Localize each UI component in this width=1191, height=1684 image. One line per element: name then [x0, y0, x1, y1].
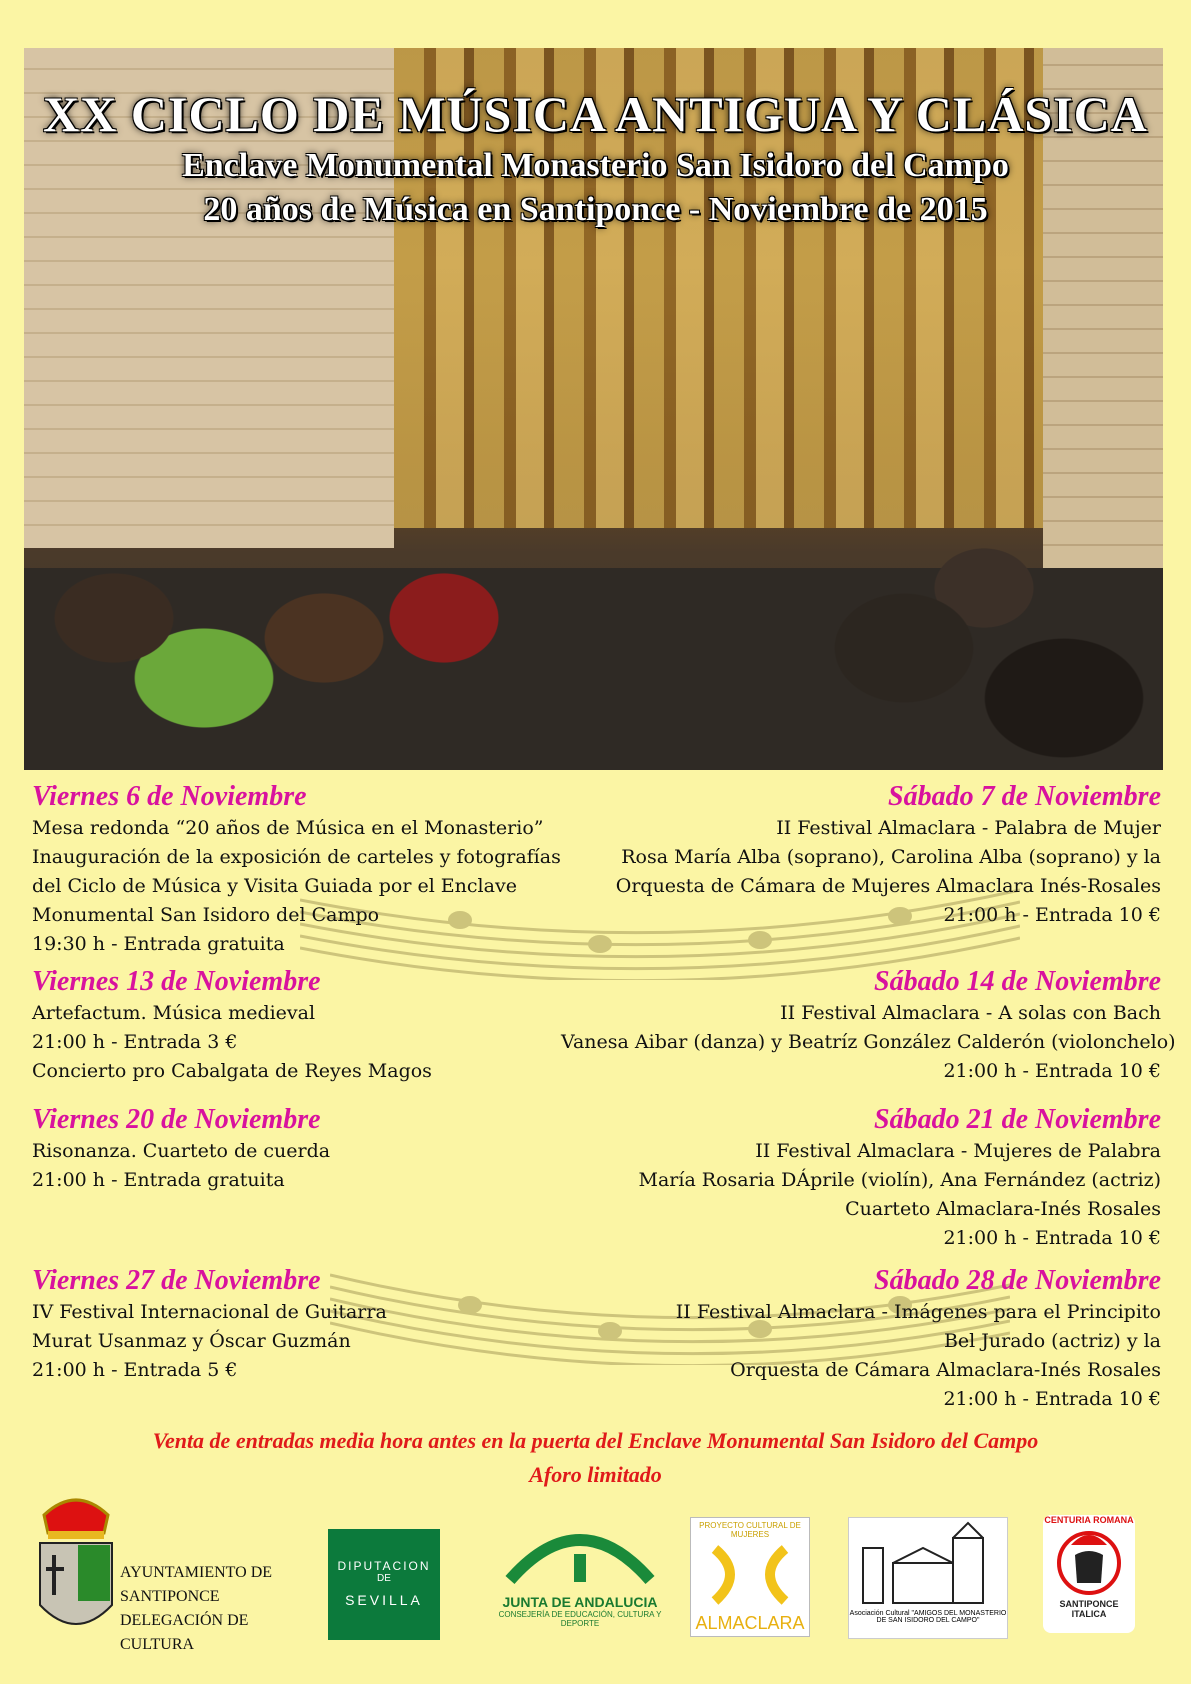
junta-name: JUNTA DE ANDALUCIA [502, 1594, 658, 1610]
audience [24, 528, 1163, 770]
diputacion-text: DIPUTACION [337, 1559, 431, 1573]
event-fri-20 [32, 1103, 592, 1195]
event-line: 21:00 h - Entrada 3 € [32, 1031, 238, 1053]
event-sat-28 [561, 1264, 1161, 1414]
diputacion-sevilla-logo [328, 1529, 440, 1640]
event-line: Orquesta de Cámara Almaclara-Inés Rosales [730, 1359, 1161, 1381]
poster-tagline: 20 años de Música en Santiponce - Noviembre de 2015 [203, 191, 988, 228]
event-date: Viernes 13 de Noviembre [32, 966, 321, 997]
event-line: II Festival Almaclara - Mujeres de Palabra [755, 1140, 1161, 1162]
event-line: 21:00 h - Entrada 10 € [943, 1388, 1161, 1410]
event-line: Cuarteto Almaclara-Inés Rosales [845, 1198, 1161, 1220]
event-line: Concierto pro Cabalgata de Reyes Magos [32, 1060, 432, 1082]
delegacion-name: DELEGACIÓN DE CULTURA [120, 1612, 249, 1653]
centuria-santiponce: SANTIPONCE [1059, 1599, 1119, 1609]
event-line: II Festival Almaclara - Imágenes para el Principito [675, 1301, 1161, 1323]
event-date: Viernes 27 de Noviembre [32, 1265, 321, 1296]
event-line: Artefactum. Música medieval [32, 1002, 316, 1024]
event-line: 21:00 h - Entrada 10 € [943, 1060, 1161, 1082]
event-sat-7 [561, 780, 1161, 930]
event-line: Rosa María Alba (soprano), Carolina Alba (soprano) y la [621, 846, 1161, 868]
event-line: Risonanza. Cuarteto de cuerda [32, 1140, 331, 1162]
ayuntamiento-name: AYUNTAMIENTO DE SANTIPONCE [120, 1564, 273, 1605]
centuria-italica: ITALICA [1071, 1609, 1107, 1619]
junta-andalucia-logo [480, 1520, 680, 1645]
ayuntamiento-logo [34, 1485, 294, 1653]
event-sat-14 [561, 965, 1176, 1086]
event-fri-27 [32, 1264, 592, 1385]
poster-subtitle: Enclave Monumental Monasterio San Isidoro del Campo [182, 147, 1009, 184]
event-line: Monumental San Isidoro del Campo [32, 904, 380, 926]
event-line: María Rosaria DÁprile (violín), Ana Fernández (actriz) [638, 1169, 1161, 1191]
event-line: 21:00 h - Entrada 10 € [943, 1227, 1161, 1249]
event-sat-21 [561, 1103, 1161, 1253]
almaclara-logo [690, 1517, 810, 1637]
event-date: Sábado 14 de Noviembre [874, 966, 1161, 997]
event-line: Inauguración de la exposición de carteles y fotografías [32, 846, 561, 868]
event-line: IV Festival Internacional de Guitarra [32, 1301, 387, 1323]
event-date: Sábado 7 de Noviembre [888, 781, 1161, 812]
header [0, 84, 1191, 232]
junta-consejeria: CONSEJERÍA DE EDUCACIÓN, CULTURA Y DEPORTE [498, 1610, 662, 1628]
diputacion-sevilla: SEVILLA [345, 1592, 423, 1608]
roman-helmet-icon [1049, 1525, 1129, 1595]
diputacion-de: DE [377, 1573, 391, 1584]
event-line: Bel Jurado (actriz) y la [943, 1330, 1161, 1352]
event-line: Vanesa Aibar (danza) y Beatríz González Calderón (violonchelo) [561, 1031, 1176, 1053]
event-fri-13 [32, 965, 592, 1086]
almaclara-tagline: PROYECTO CULTURAL DE MUJERES [699, 1521, 801, 1539]
centuria-romana-logo [1043, 1515, 1135, 1633]
event-line: del Ciclo de Música y Visita Guiada por el Enclave [32, 875, 517, 897]
event-line: Murat Usanmaz y Óscar Guzmán [32, 1330, 351, 1352]
event-line: Mesa redonda “20 años de Música en el Monasterio” [32, 817, 544, 839]
event-line: II Festival Almaclara - Palabra de Mujer [776, 817, 1161, 839]
event-line: 19:30 h - Entrada gratuita [32, 933, 285, 955]
event-line: 21:00 h - Entrada gratuita [32, 1169, 285, 1191]
centuria-title: CENTURIA ROMANA [1044, 1515, 1134, 1525]
event-date: Viernes 6 de Noviembre [32, 781, 307, 812]
poster-title: XX CICLO DE MÚSICA ANTIGUA Y CLÁSICA [43, 86, 1148, 142]
santiponce-coat-of-arms-icon [34, 1485, 118, 1645]
event-date: Sábado 28 de Noviembre [874, 1265, 1161, 1296]
event-line: Orquesta de Cámara de Mujeres Almaclara Inés-Rosales [615, 875, 1161, 897]
almaclara-symbol-icon [705, 1539, 795, 1609]
event-date: Sábado 21 de Noviembre [874, 1104, 1161, 1135]
event-line: 21:00 h - Entrada 5 € [32, 1359, 238, 1381]
event-fri-6 [32, 780, 592, 959]
event-line: 21:00 h - Entrada 10 € [943, 904, 1161, 926]
event-date: Viernes 20 de Noviembre [32, 1104, 321, 1135]
monastery-drawing-icon [853, 1518, 1003, 1606]
amigos-monasterio-logo [848, 1517, 1008, 1639]
ticket-sales-notice: Venta de entradas media hora antes en la puerta del Enclave Monumental San Isidoro del Campo [152, 1428, 1039, 1453]
junta-arch-icon [500, 1520, 660, 1590]
amigos-line2: DE SAN ISIDORO DEL CAMPO" [876, 1617, 980, 1624]
event-line: II Festival Almaclara - A solas con Bach [780, 1002, 1161, 1024]
almaclara-name: ALMACLARA [695, 1613, 805, 1633]
capacity-notice: Aforo limitado [529, 1462, 662, 1487]
amigos-line1: Asociación Cultural "AMIGOS DEL MONASTERIO [849, 1610, 1007, 1617]
